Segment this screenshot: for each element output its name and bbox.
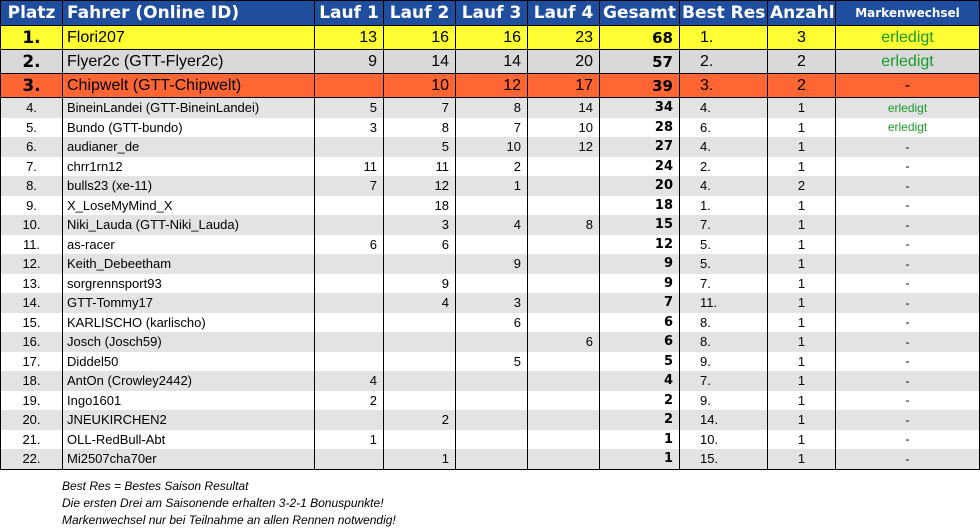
cell-markenwechsel: erledigt — [836, 98, 980, 118]
cell-platz: 11. — [1, 235, 63, 255]
cell-lauf3: 10 — [456, 137, 528, 157]
cell-fahrer: Diddel50 — [63, 352, 315, 372]
cell-platz: 7. — [1, 157, 63, 177]
cell-platz: 8. — [1, 176, 63, 196]
cell-markenwechsel: - — [836, 235, 980, 255]
table-body — [1, 26, 980, 470]
cell-anzahl: 2 — [768, 50, 836, 74]
cell-best-res: 2. — [680, 157, 768, 177]
cell-lauf2: 7 — [384, 98, 456, 118]
cell-markenwechsel: - — [836, 137, 980, 157]
table-row — [1, 254, 980, 274]
cell-gesamt: 6 — [600, 313, 680, 333]
cell-lauf4 — [528, 430, 600, 450]
cell-anzahl: 2 — [768, 176, 836, 196]
cell-markenwechsel: erledigt — [836, 50, 980, 74]
cell-anzahl: 1 — [768, 410, 836, 430]
cell-lauf1 — [315, 274, 384, 294]
cell-lauf3 — [456, 371, 528, 391]
cell-lauf3: 2 — [456, 157, 528, 177]
cell-markenwechsel: erledigt — [836, 118, 980, 138]
cell-markenwechsel: - — [836, 254, 980, 274]
cell-fahrer: X_LoseMyMind_X — [63, 196, 315, 216]
cell-best-res: 5. — [680, 254, 768, 274]
cell-gesamt: 34 — [600, 98, 680, 118]
cell-lauf4 — [528, 313, 600, 333]
cell-lauf1: 4 — [315, 371, 384, 391]
cell-fahrer: Niki_Lauda (GTT-Niki_Lauda) — [63, 215, 315, 235]
cell-gesamt: 9 — [600, 254, 680, 274]
cell-lauf1 — [315, 352, 384, 372]
cell-lauf2: 12 — [384, 176, 456, 196]
cell-lauf1: 3 — [315, 118, 384, 138]
table-row — [1, 26, 980, 50]
cell-gesamt: 1 — [600, 430, 680, 450]
cell-lauf1 — [315, 137, 384, 157]
cell-anzahl: 1 — [768, 293, 836, 313]
cell-gesamt: 39 — [600, 74, 680, 98]
footnote-best-res: Best Res = Bestes Saison Resultat — [62, 479, 249, 493]
table-row — [1, 157, 980, 177]
cell-lauf1: 11 — [315, 157, 384, 177]
cell-lauf1 — [315, 313, 384, 333]
cell-anzahl: 1 — [768, 274, 836, 294]
table-row — [1, 215, 980, 235]
table-row — [1, 332, 980, 352]
col-header-fahrer: Fahrer (Online ID) — [63, 1, 315, 26]
cell-fahrer: Mi2507cha70er — [63, 449, 315, 469]
cell-fahrer: Ingo1601 — [63, 391, 315, 411]
col-header-markenwechsel: Markenwechsel — [836, 1, 980, 26]
col-header-anzahl: Anzahl — [768, 1, 836, 26]
cell-anzahl: 1 — [768, 254, 836, 274]
cell-markenwechsel: - — [836, 74, 980, 98]
cell-lauf2: 10 — [384, 74, 456, 98]
cell-lauf1 — [315, 332, 384, 352]
cell-lauf1 — [315, 293, 384, 313]
cell-anzahl: 1 — [768, 196, 836, 216]
cell-gesamt: 68 — [600, 26, 680, 50]
cell-fahrer: chrr1rn12 — [63, 157, 315, 177]
cell-lauf2: 8 — [384, 118, 456, 138]
table-row — [1, 137, 980, 157]
cell-lauf3: 9 — [456, 254, 528, 274]
cell-lauf3: 7 — [456, 118, 528, 138]
cell-platz: 10. — [1, 215, 63, 235]
col-header-best-res: Best Res — [680, 1, 768, 26]
cell-gesamt: 24 — [600, 157, 680, 177]
cell-platz: 15. — [1, 313, 63, 333]
cell-fahrer: Bundo (GTT-bundo) — [63, 118, 315, 138]
cell-lauf4 — [528, 391, 600, 411]
cell-anzahl: 1 — [768, 430, 836, 450]
cell-gesamt: 28 — [600, 118, 680, 138]
table-row — [1, 391, 980, 411]
cell-lauf4: 20 — [528, 50, 600, 74]
cell-lauf2 — [384, 254, 456, 274]
col-header-lauf3: Lauf 3 — [456, 1, 528, 26]
cell-markenwechsel: - — [836, 449, 980, 469]
cell-lauf2 — [384, 391, 456, 411]
cell-markenwechsel: - — [836, 430, 980, 450]
cell-best-res: 9. — [680, 391, 768, 411]
cell-lauf4: 6 — [528, 332, 600, 352]
cell-lauf4: 14 — [528, 98, 600, 118]
cell-anzahl: 1 — [768, 371, 836, 391]
cell-lauf4 — [528, 352, 600, 372]
cell-markenwechsel: - — [836, 332, 980, 352]
cell-lauf1 — [315, 196, 384, 216]
cell-fahrer: as-racer — [63, 235, 315, 255]
cell-fahrer: GTT-Tommy17 — [63, 293, 315, 313]
cell-anzahl: 1 — [768, 157, 836, 177]
cell-markenwechsel: - — [836, 410, 980, 430]
cell-platz: 19. — [1, 391, 63, 411]
cell-lauf2: 5 — [384, 137, 456, 157]
cell-anzahl: 1 — [768, 215, 836, 235]
table-row — [1, 50, 980, 74]
cell-lauf1 — [315, 410, 384, 430]
cell-lauf1: 7 — [315, 176, 384, 196]
cell-gesamt: 20 — [600, 176, 680, 196]
cell-lauf2: 3 — [384, 215, 456, 235]
cell-platz: 22. — [1, 449, 63, 469]
cell-gesamt: 57 — [600, 50, 680, 74]
cell-markenwechsel: - — [836, 274, 980, 294]
cell-lauf1: 13 — [315, 26, 384, 50]
cell-lauf3: 16 — [456, 26, 528, 50]
cell-best-res: 1. — [680, 196, 768, 216]
cell-platz: 20. — [1, 410, 63, 430]
cell-lauf1: 6 — [315, 235, 384, 255]
cell-lauf3 — [456, 449, 528, 469]
cell-best-res: 14. — [680, 410, 768, 430]
cell-lauf2: 14 — [384, 50, 456, 74]
cell-lauf2: 9 — [384, 274, 456, 294]
cell-lauf4 — [528, 157, 600, 177]
cell-lauf3: 8 — [456, 98, 528, 118]
cell-fahrer: Josch (Josch59) — [63, 332, 315, 352]
table-row — [1, 410, 980, 430]
cell-lauf2: 1 — [384, 449, 456, 469]
cell-fahrer: Keith_Debeetham — [63, 254, 315, 274]
cell-fahrer: Flori207 — [63, 26, 315, 50]
cell-platz: 1. — [1, 26, 63, 50]
cell-best-res: 15. — [680, 449, 768, 469]
cell-markenwechsel: - — [836, 313, 980, 333]
cell-gesamt: 6 — [600, 332, 680, 352]
cell-platz: 6. — [1, 137, 63, 157]
cell-gesamt: 15 — [600, 215, 680, 235]
cell-lauf3: 5 — [456, 352, 528, 372]
cell-lauf3: 1 — [456, 176, 528, 196]
cell-lauf3 — [456, 235, 528, 255]
cell-platz: 4. — [1, 98, 63, 118]
cell-gesamt: 7 — [600, 293, 680, 313]
cell-best-res: 2. — [680, 50, 768, 74]
cell-fahrer: AntOn (Crowley2442) — [63, 371, 315, 391]
table-row — [1, 352, 980, 372]
cell-lauf1 — [315, 254, 384, 274]
cell-platz: 5. — [1, 118, 63, 138]
cell-best-res: 4. — [680, 137, 768, 157]
cell-platz: 21. — [1, 430, 63, 450]
cell-lauf3 — [456, 430, 528, 450]
cell-anzahl: 1 — [768, 449, 836, 469]
footnote-bonus: Die ersten Drei am Saisonende erhalten 3-2-1 Bonuspunkte! — [62, 496, 384, 510]
cell-lauf4 — [528, 410, 600, 430]
cell-fahrer: Flyer2c (GTT-Flyer2c) — [63, 50, 315, 74]
cell-lauf1 — [315, 449, 384, 469]
cell-anzahl: 1 — [768, 98, 836, 118]
cell-lauf4 — [528, 274, 600, 294]
cell-best-res: 8. — [680, 332, 768, 352]
cell-markenwechsel: - — [836, 157, 980, 177]
cell-markenwechsel: - — [836, 196, 980, 216]
table-row — [1, 371, 980, 391]
cell-best-res: 7. — [680, 215, 768, 235]
cell-best-res: 9. — [680, 352, 768, 372]
cell-anzahl: 1 — [768, 137, 836, 157]
cell-lauf4 — [528, 176, 600, 196]
footnote-markenwechsel: Markenwechsel nur bei Teilnahme an allen Rennen notwendig! — [62, 513, 396, 527]
cell-gesamt: 18 — [600, 196, 680, 216]
cell-gesamt: 1 — [600, 449, 680, 469]
cell-lauf4: 23 — [528, 26, 600, 50]
cell-lauf1: 9 — [315, 50, 384, 74]
table-row — [1, 118, 980, 138]
table-row — [1, 196, 980, 216]
cell-platz: 16. — [1, 332, 63, 352]
col-header-lauf4: Lauf 4 — [528, 1, 600, 26]
table-row — [1, 176, 980, 196]
cell-lauf2 — [384, 332, 456, 352]
header-row — [1, 1, 980, 26]
table-row — [1, 235, 980, 255]
cell-anzahl: 3 — [768, 26, 836, 50]
cell-gesamt: 27 — [600, 137, 680, 157]
table-row — [1, 313, 980, 333]
col-header-platz: Platz — [1, 1, 63, 26]
cell-lauf4: 12 — [528, 137, 600, 157]
cell-lauf4: 8 — [528, 215, 600, 235]
cell-lauf3: 3 — [456, 293, 528, 313]
cell-lauf2 — [384, 371, 456, 391]
cell-platz: 17. — [1, 352, 63, 372]
cell-platz: 12. — [1, 254, 63, 274]
cell-lauf3 — [456, 274, 528, 294]
cell-platz: 14. — [1, 293, 63, 313]
cell-anzahl: 1 — [768, 352, 836, 372]
table-row — [1, 98, 980, 118]
cell-lauf2: 4 — [384, 293, 456, 313]
cell-markenwechsel: - — [836, 176, 980, 196]
cell-fahrer: Chipwelt (GTT-Chipwelt) — [63, 74, 315, 98]
cell-markenwechsel: - — [836, 352, 980, 372]
cell-markenwechsel: erledigt — [836, 26, 980, 50]
col-header-gesamt: Gesamt — [600, 1, 680, 26]
cell-lauf4 — [528, 196, 600, 216]
cell-anzahl: 2 — [768, 74, 836, 98]
cell-lauf1: 1 — [315, 430, 384, 450]
cell-lauf4: 10 — [528, 118, 600, 138]
cell-lauf3 — [456, 196, 528, 216]
table-row — [1, 274, 980, 294]
footnotes — [62, 478, 396, 529]
cell-lauf4 — [528, 371, 600, 391]
cell-lauf4 — [528, 449, 600, 469]
cell-best-res: 10. — [680, 430, 768, 450]
cell-lauf1 — [315, 74, 384, 98]
cell-best-res: 4. — [680, 176, 768, 196]
cell-platz: 3. — [1, 74, 63, 98]
cell-best-res: 11. — [680, 293, 768, 313]
cell-lauf2 — [384, 352, 456, 372]
cell-lauf3 — [456, 332, 528, 352]
cell-gesamt: 2 — [600, 391, 680, 411]
cell-lauf3 — [456, 391, 528, 411]
cell-anzahl: 1 — [768, 118, 836, 138]
table-row — [1, 449, 980, 469]
cell-gesamt: 2 — [600, 410, 680, 430]
cell-markenwechsel: - — [836, 391, 980, 411]
table-header — [1, 1, 980, 26]
cell-lauf4: 17 — [528, 74, 600, 98]
cell-fahrer: sorgrennsport93 — [63, 274, 315, 294]
cell-lauf2: 16 — [384, 26, 456, 50]
cell-platz: 13. — [1, 274, 63, 294]
table-row — [1, 430, 980, 450]
col-header-lauf2: Lauf 2 — [384, 1, 456, 26]
col-header-lauf1: Lauf 1 — [315, 1, 384, 26]
cell-lauf3 — [456, 410, 528, 430]
cell-lauf1: 5 — [315, 98, 384, 118]
cell-fahrer: JNEUKIRCHEN2 — [63, 410, 315, 430]
cell-anzahl: 1 — [768, 313, 836, 333]
cell-best-res: 6. — [680, 118, 768, 138]
cell-fahrer: OLL-RedBull-Abt — [63, 430, 315, 450]
cell-anzahl: 1 — [768, 332, 836, 352]
cell-lauf2: 18 — [384, 196, 456, 216]
cell-markenwechsel: - — [836, 293, 980, 313]
table-row — [1, 74, 980, 98]
cell-lauf1: 2 — [315, 391, 384, 411]
cell-fahrer: bulls23 (xe-11) — [63, 176, 315, 196]
cell-best-res: 7. — [680, 274, 768, 294]
cell-fahrer: BineinLandei (GTT-BineinLandei) — [63, 98, 315, 118]
cell-platz: 9. — [1, 196, 63, 216]
cell-lauf4 — [528, 293, 600, 313]
table-row — [1, 293, 980, 313]
cell-lauf3: 6 — [456, 313, 528, 333]
cell-fahrer: KARLISCHO (karlischo) — [63, 313, 315, 333]
cell-gesamt: 4 — [600, 371, 680, 391]
cell-best-res: 7. — [680, 371, 768, 391]
cell-gesamt: 5 — [600, 352, 680, 372]
cell-lauf3: 14 — [456, 50, 528, 74]
cell-lauf4 — [528, 254, 600, 274]
cell-lauf2: 11 — [384, 157, 456, 177]
cell-gesamt: 12 — [600, 235, 680, 255]
cell-anzahl: 1 — [768, 235, 836, 255]
cell-lauf4 — [528, 235, 600, 255]
cell-lauf1 — [315, 215, 384, 235]
cell-platz: 2. — [1, 50, 63, 74]
cell-fahrer: audianer_de — [63, 137, 315, 157]
cell-best-res: 8. — [680, 313, 768, 333]
cell-lauf2: 6 — [384, 235, 456, 255]
cell-gesamt: 9 — [600, 274, 680, 294]
cell-lauf3: 12 — [456, 74, 528, 98]
cell-markenwechsel: - — [836, 371, 980, 391]
cell-best-res: 5. — [680, 235, 768, 255]
cell-best-res: 3. — [680, 74, 768, 98]
cell-best-res: 4. — [680, 98, 768, 118]
cell-lauf2: 2 — [384, 410, 456, 430]
cell-platz: 18. — [1, 371, 63, 391]
cell-lauf2 — [384, 430, 456, 450]
cell-lauf3: 4 — [456, 215, 528, 235]
cell-best-res: 1. — [680, 26, 768, 50]
cell-lauf2 — [384, 313, 456, 333]
cell-markenwechsel: - — [836, 215, 980, 235]
cell-anzahl: 1 — [768, 391, 836, 411]
